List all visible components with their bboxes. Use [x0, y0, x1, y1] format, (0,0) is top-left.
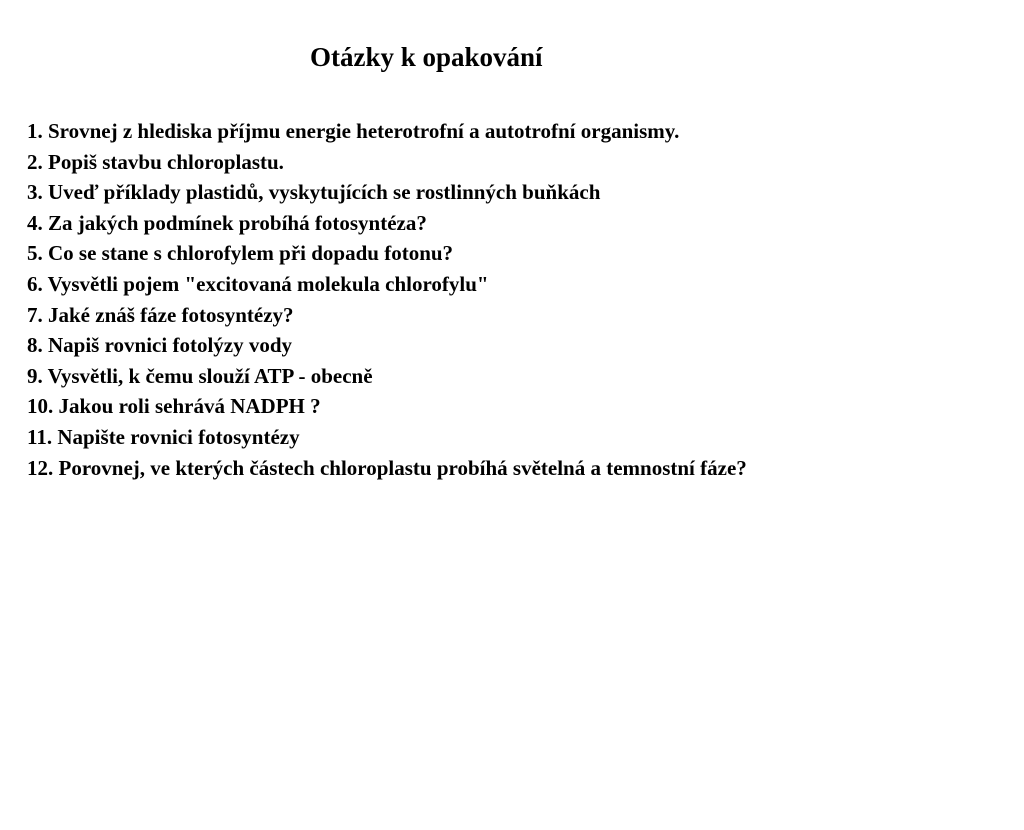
question-item: 6. Vysvětli pojem "excitovaná molekula chlorofylu"	[27, 271, 489, 296]
question-item: 3. Uveď příklady plastidů, vyskytujících se rostlinných buňkách	[27, 180, 601, 205]
question-item: 2. Popiš stavbu chloroplastu.	[27, 149, 284, 174]
question-list	[27, 116, 747, 483]
question-item: 8. Napiš rovnici fotolýzy vody	[27, 333, 293, 358]
question-item: 5. Co se stane s chlorofylem při dopadu fotonu?	[27, 241, 454, 266]
question-item: 7. Jaké znáš fáze fotosyntézy?	[27, 302, 294, 327]
question-item: 12. Porovnej, ve kterých částech chloroplastu probíhá světelná a temnostní fáze?	[27, 455, 747, 480]
question-item: 9. Vysvětli, k čemu slouží ATP - obecně	[27, 363, 373, 388]
question-item: 1. Srovnej z hlediska příjmu energie heterotrofní a autotrofní organismy.	[27, 119, 680, 143]
page-title: Otázky k opakování	[310, 42, 543, 72]
question-item: 4. Za jakých podmínek probíhá fotosyntéza?	[27, 210, 427, 235]
question-item: 11. Napište rovnici fotosyntézy	[27, 424, 300, 449]
question-item: 10. Jakou roli sehrává NADPH ?	[27, 394, 321, 419]
